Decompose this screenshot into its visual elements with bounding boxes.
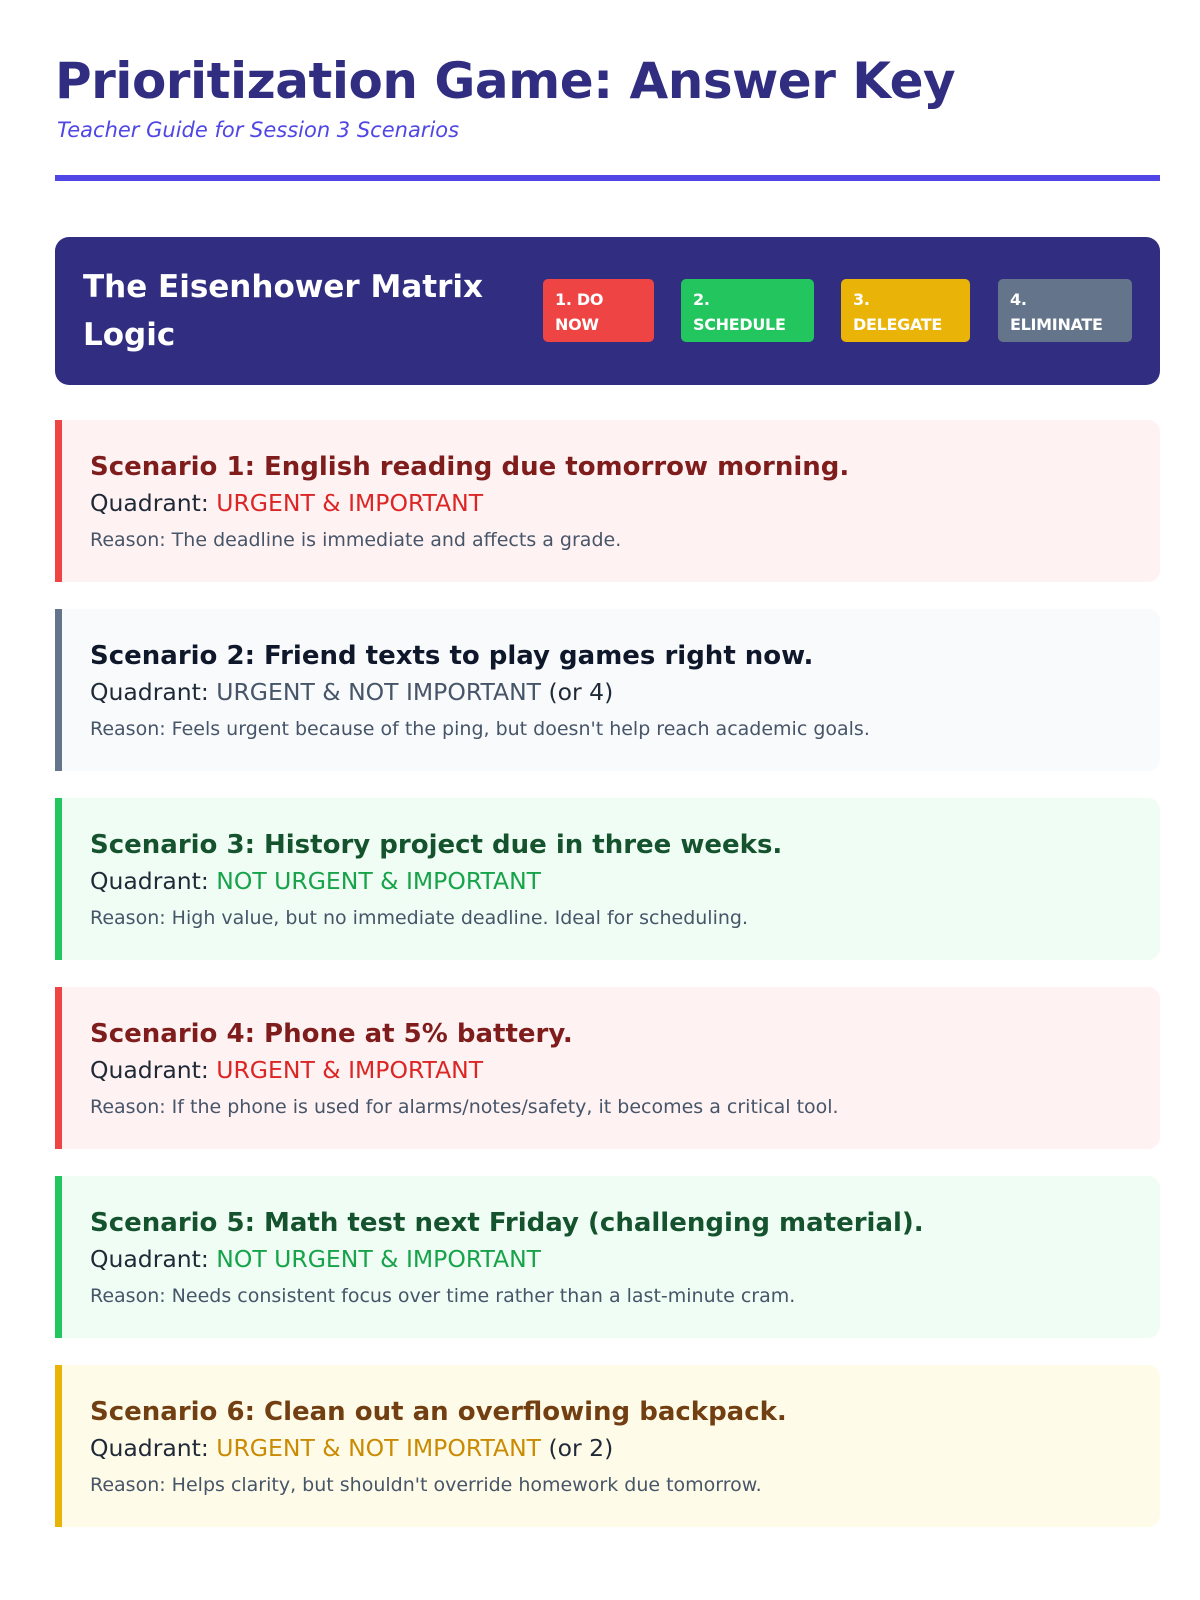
scenario-reason: Reason: If the phone is used for alarms/notes/safety, it becomes a critical tool. <box>90 1096 839 1118</box>
scenario-quadrant <box>90 864 1132 898</box>
scenario-quadrant <box>90 1431 1132 1465</box>
scenario-quadrant <box>90 486 1132 520</box>
quadrant-suffix: (or 4) <box>541 678 614 706</box>
quadrant-label: Quadrant: <box>90 678 217 706</box>
scenario-heading: Scenario 3: History project due in three weeks. <box>90 830 783 860</box>
scenario-reason: Reason: Feels urgent because of the ping, but doesn't help reach academic goals. <box>90 718 870 740</box>
quadrant-value: NOT URGENT & IMPORTANT <box>216 867 542 895</box>
tag-delegate[interactable] <box>841 279 970 342</box>
quadrant-value: URGENT & IMPORTANT <box>216 1056 484 1084</box>
scenario-quadrant <box>90 675 1132 709</box>
tag-eliminate[interactable] <box>998 279 1132 342</box>
tag-do-now-line2: NOW <box>555 315 599 334</box>
scenario-reason: Reason: The deadline is immediate and affects a grade. <box>90 529 622 551</box>
quadrant-label: Quadrant: <box>90 1245 217 1273</box>
quadrant-label: Quadrant: <box>90 489 217 517</box>
scenario-reason: Reason: High value, but no immediate deadline. Ideal for scheduling. <box>90 907 748 929</box>
scenario-heading: Scenario 2: Friend texts to play games right now. <box>90 641 814 671</box>
scenario-card-6 <box>55 1365 1160 1527</box>
quadrant-label: Quadrant: <box>90 1434 217 1462</box>
quadrant-value: URGENT & NOT IMPORTANT <box>216 1434 542 1462</box>
scenario-card-2 <box>55 609 1160 771</box>
quadrant-label: Quadrant: <box>90 1056 217 1084</box>
scenario-card-4 <box>55 987 1160 1149</box>
tag-delegate-line1: 3. <box>853 290 870 309</box>
quadrant-value: NOT URGENT & IMPORTANT <box>216 1245 542 1273</box>
tag-schedule-line1: 2. <box>693 290 710 309</box>
header-divider <box>55 175 1160 181</box>
tag-eliminate-line1: 4. <box>1010 290 1027 309</box>
scenario-quadrant <box>90 1053 1132 1087</box>
scenario-reason: Reason: Needs consistent focus over time rather than a last-minute cram. <box>90 1285 796 1307</box>
quadrant-label: Quadrant: <box>90 867 217 895</box>
eisenhower-matrix-banner <box>55 237 1160 385</box>
tag-do-now-line1: 1. DO <box>555 290 604 309</box>
tag-eliminate-line2: ELIMINATE <box>1010 315 1103 334</box>
quadrant-value: URGENT & IMPORTANT <box>216 489 484 517</box>
scenario-card-5 <box>55 1176 1160 1338</box>
quadrant-value: URGENT & NOT IMPORTANT <box>216 678 542 706</box>
scenario-heading: Scenario 4: Phone at 5% battery. <box>90 1019 573 1049</box>
scenario-heading: Scenario 6: Clean out an overflowing backpack. <box>90 1397 787 1427</box>
scenario-card-1 <box>55 420 1160 582</box>
scenario-heading: Scenario 1: English reading due tomorrow morning. <box>90 452 850 482</box>
scenario-heading: Scenario 5: Math test next Friday (challenging material). <box>90 1208 924 1238</box>
quadrant-suffix: (or 2) <box>541 1434 614 1462</box>
tag-do-now[interactable] <box>543 279 654 342</box>
tag-delegate-line2: DELEGATE <box>853 315 943 334</box>
scenario-quadrant <box>90 1242 1132 1276</box>
page-subtitle: Teacher Guide for Session 3 Scenarios <box>57 118 460 142</box>
page-title: Prioritization Game: Answer Key <box>55 52 956 110</box>
tag-schedule-line2: SCHEDULE <box>693 315 786 334</box>
matrix-title: The Eisenhower Matrix Logic <box>83 269 483 353</box>
scenario-reason: Reason: Helps clarity, but shouldn't override homework due tomorrow. <box>90 1474 762 1496</box>
tag-schedule[interactable] <box>681 279 814 342</box>
scenario-card-3 <box>55 798 1160 960</box>
